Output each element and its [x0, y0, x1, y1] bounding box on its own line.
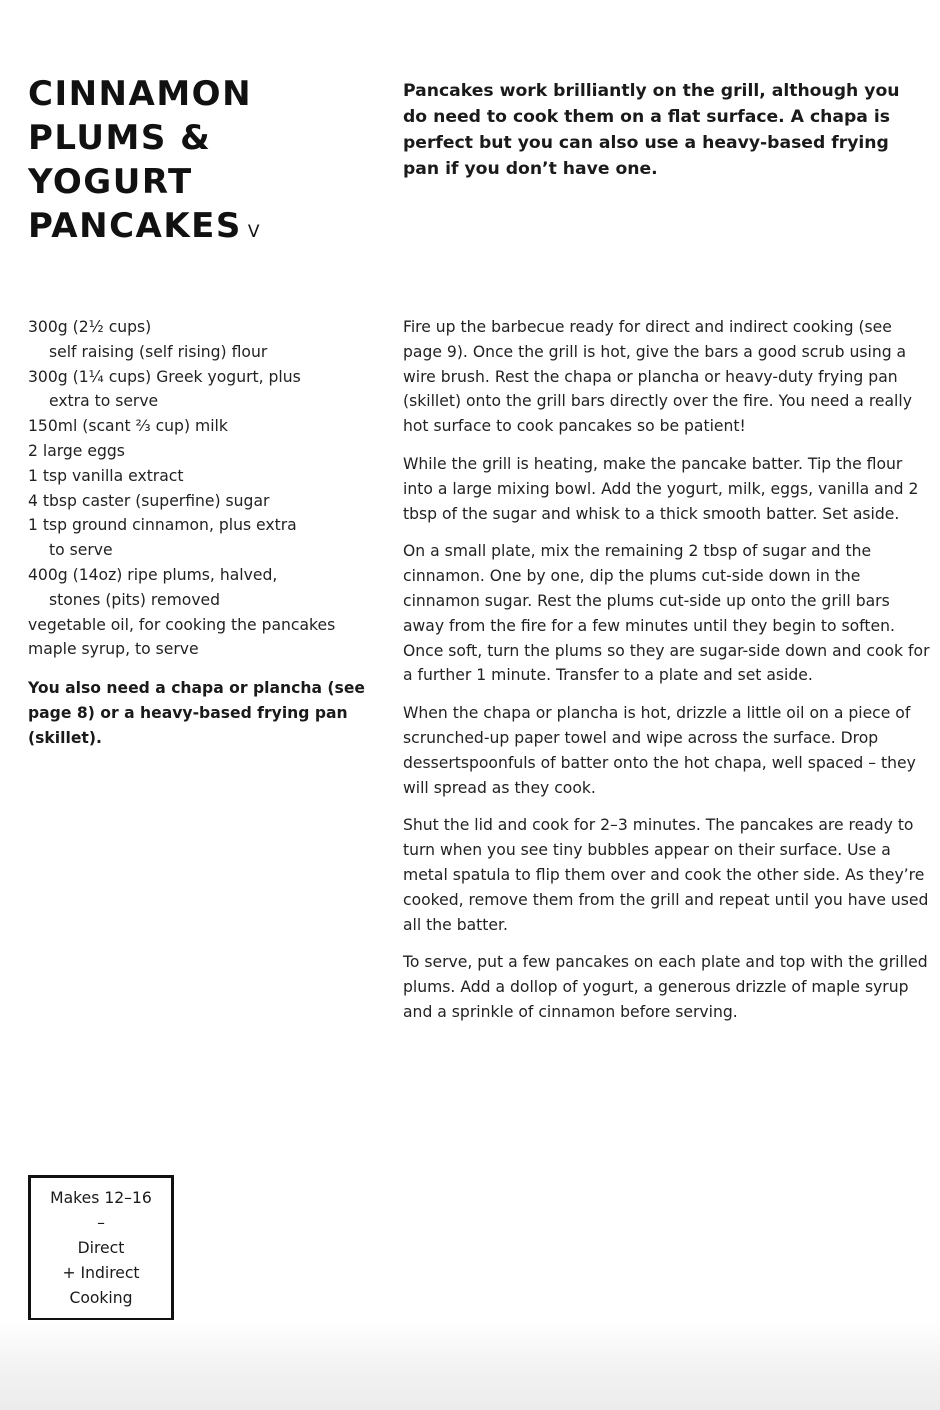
cooking-method-line: Direct: [77, 1238, 125, 1257]
ingredient-line: 400g (14oz) ripe plums, halved,: [28, 565, 278, 584]
method-step: Shut the lid and cook for 2–3 minutes. The pancakes are ready to turn when you see tiny bubbles appear on their surface. Use a metal spatula to flip them over and cook the other side. As they’re cooked, remove them from the grill and repeat until you have used all the batter.: [403, 816, 929, 934]
ingredient-item: [28, 513, 378, 563]
ingredient-item: [28, 315, 378, 365]
cooking-method-line: Cooking: [69, 1288, 133, 1307]
ingredient-line: 300g (2½ cups): [28, 318, 152, 336]
ingredient-line: vegetable oil, for cooking the pancakes: [28, 615, 336, 634]
ingredient-item: [28, 637, 378, 662]
equipment-note: You also need a chapa or plancha (see page 8) or a heavy-based frying pan (skillet).: [28, 679, 365, 747]
serving-info-box: [28, 1175, 174, 1321]
ingredient-line: 300g (1¼ cups) Greek yogurt, plus: [28, 367, 301, 386]
makes-count: Makes 12–16: [50, 1188, 152, 1207]
ingredient-line: maple syrup, to serve: [28, 640, 199, 659]
ingredient-item: [28, 563, 378, 613]
title-line: PLUMS &: [28, 118, 212, 158]
recipe-intro: Pancakes work brilliantly on the grill, although you do need to cook them on a flat surface. A chapa is perfect but you can also use a heavy-based frying pan if you don’t have one.: [403, 81, 900, 179]
ingredient-continuation: to serve: [49, 541, 113, 560]
ingredient-item: [28, 613, 378, 638]
ingredients-list: [28, 315, 378, 662]
ingredient-continuation: stones (pits) removed: [49, 590, 221, 609]
method-step: While the grill is heating, make the pancake batter. Tip the flour into a large mixing bowl. Add the yogurt, milk, eggs, vanilla and 2 tbsp of the sugar and whisk to a thick smooth batter. Set aside.: [403, 454, 919, 523]
ingredient-item: [28, 489, 378, 514]
recipe-title: [28, 72, 368, 254]
vegetarian-marker: V: [247, 222, 260, 242]
ingredient-line: 1 tsp ground cinnamon, plus extra: [28, 516, 297, 535]
ingredient-item: [28, 365, 378, 415]
page-bottom-shade: [0, 1320, 940, 1410]
method-step: Fire up the barbecue ready for direct and indirect cooking (see page 9). Once the grill is hot, give the bars a good scrub using a wire brush. Rest the chapa or plancha or heavy-duty frying pan (skillet) onto the grill bars directly over the fire. You need a really hot surface to cook pancakes so be patient!: [403, 318, 912, 436]
title-line: [28, 204, 368, 254]
method-step: To serve, put a few pancakes on each plate and top with the grilled plums. Add a dollop of yogurt, a generous drizzle of maple syrup and a sprinkle of cinnamon before serving.: [403, 953, 928, 1021]
method-step: When the chapa or plancha is hot, drizzle a little oil on a piece of scrunched-up paper towel and wipe across the surface. Drop dessertspoonfuls of batter onto the hot chapa, well spaced – they will spread as they cook.: [403, 704, 916, 797]
ingredient-item: [28, 439, 378, 464]
ingredient-line: 4 tbsp caster (superfine) sugar: [28, 491, 270, 510]
ingredient-item: [28, 464, 378, 489]
ingredient-continuation: self raising (self rising) flour: [49, 342, 268, 361]
method-step: On a small plate, mix the remaining 2 tbsp of sugar and the cinnamon. One by one, dip the plums cut-side down in the cinnamon sugar. Rest the plums cut-side up onto the grill bars away from the fire for a few minutes until they begin to soften. Once soft, turn the plums so they are sugar-side down and cook for a further 1 minute. Transfer to a plate and set aside.: [403, 542, 930, 685]
ingredient-item: [28, 414, 378, 439]
method-steps: [403, 315, 933, 1038]
info-separator: –: [97, 1213, 105, 1232]
cooking-method-line: + Indirect: [62, 1263, 140, 1282]
ingredient-line: 1 tsp vanilla extract: [28, 466, 184, 485]
ingredient-line: 2 large eggs: [28, 441, 125, 460]
title-line: CINNAMON: [28, 74, 253, 114]
ingredient-line: 150ml (scant ⅔ cup) milk: [28, 417, 228, 436]
ingredient-continuation: extra to serve: [49, 392, 159, 411]
title-line-text: PANCAKES: [28, 206, 242, 246]
title-line: YOGURT: [28, 162, 193, 202]
